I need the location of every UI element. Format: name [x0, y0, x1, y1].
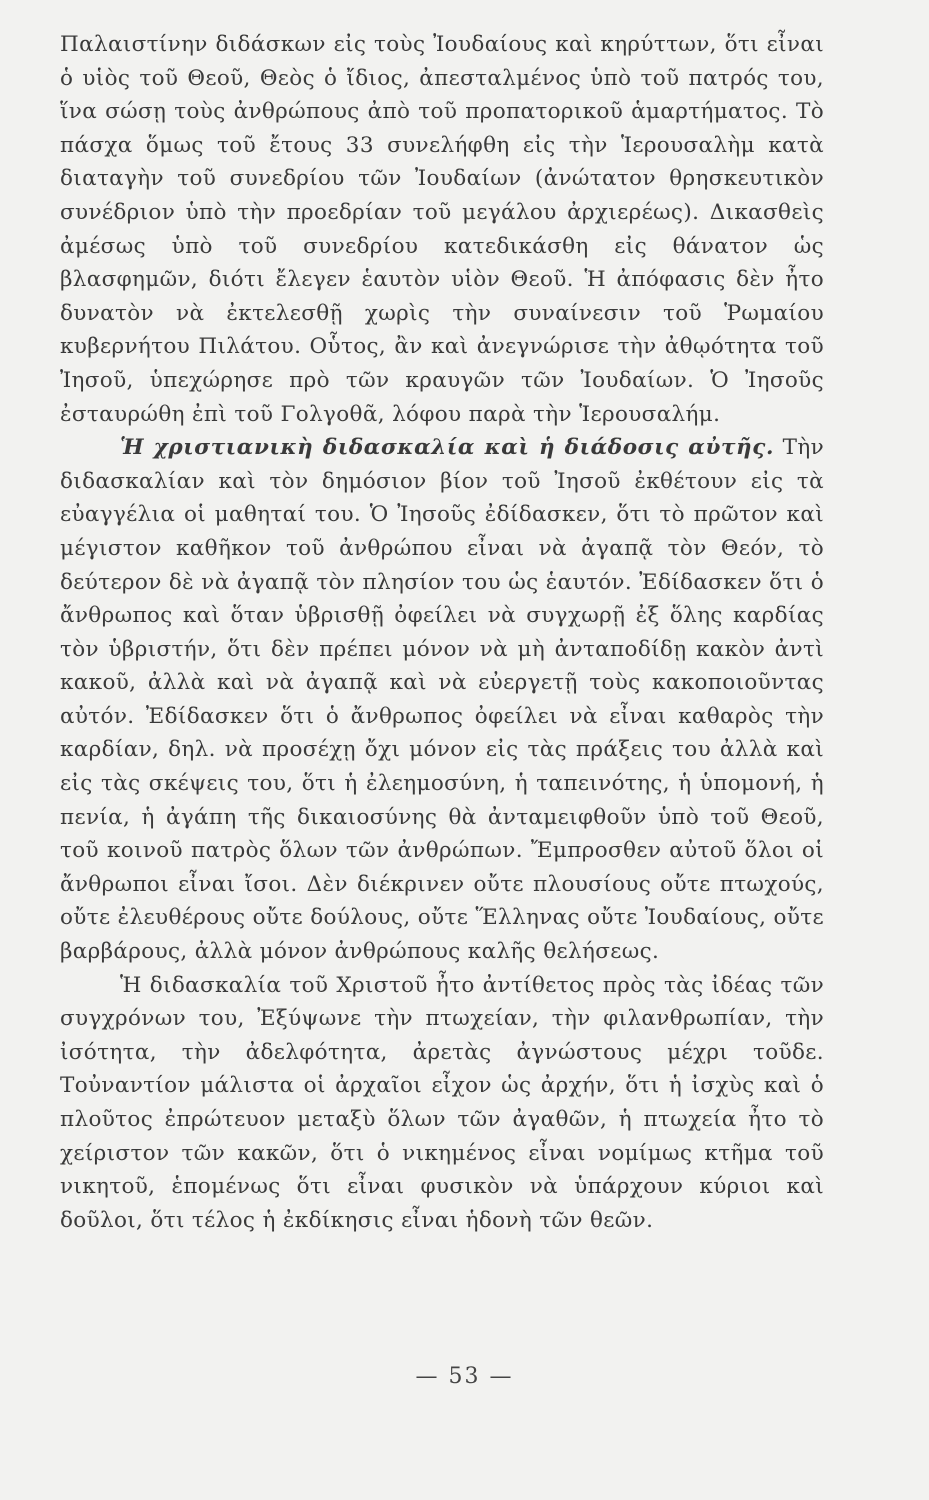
paragraph-2	[60, 431, 824, 969]
paragraph-2-text: Τὴν διδασκαλίαν καὶ τὸν δημόσιον βίον τοῦ Ἰησοῦ ἐκθέτουν εἰς τὰ εὐαγγέλια οἱ μαθηταί του. Ὁ Ἰησοῦς ἐδίδασκεν, ὅτι τὸ πρῶτον καὶ μέγιστον καθῆκον τοῦ ἀνθρώπου εἶναι νὰ ἀγαπᾷ τὸν Θεόν, τὸ δεύτερον δὲ νὰ ἀγαπᾷ τὸν πλησίον του ὡς ἑαυτόν. Ἐδίδασκεν ὅτι ὁ ἄνθρωπος καὶ ὅταν ὑβρισθῇ ὀφείλει νὰ συγχωρῇ ἐξ ὅλης καρδίας τὸν ὑβριστήν, ὅτι δὲν πρέπει μόνον νὰ μὴ ἀνταποδίδῃ κακὸν ἀντὶ κακοῦ, ἀλλὰ καὶ νὰ ἀγαπᾷ καὶ νὰ εὐεργετῇ τοὺς κακοποιοῦντας αὐτόν. Ἐδίδασκεν ὅτι ὁ ἄνθρωπος ὀφείλει νὰ εἶναι καθαρὸς τὴν καρδίαν, δηλ. νὰ προσέχῃ ὄχι μόνον εἰς τὰς πράξεις του ἀλλὰ καὶ εἰς τὰς σκέψεις του, ὅτι ἡ ἐλεημοσύνη, ἡ ταπεινότης, ἡ ὑπομονή, ἡ πενία, ἡ ἀγάπη τῆς δικαιοσύνης θὰ ἀνταμειφθοῦν ὑπὸ τοῦ Θεοῦ, τοῦ κοινοῦ πατρὸς ὅλων τῶν ἀνθρώπων. Ἔμπροσθεν αὐτοῦ ὅλοι οἱ ἄνθρωποι εἶναι ἴσοι. Δὲν διέκρινεν οὔτε πλουσίους οὔτε πτωχούς, οὔτε ἐλευθέρους οὔτε δούλους, οὔτε Ἕλληνας οὔτε Ἰουδαίους, οὔτε βαρβάρους, ἀλλὰ μόνον ἀνθρώπους καλῆς θελήσεως.	[60, 435, 824, 965]
paragraph-1: Παλαιστίνην διδάσκων εἰς τοὺς Ἰουδαίους καὶ κηρύττων, ὅτι εἶναι ὁ υἱὸς τοῦ Θεοῦ, Θεὸς ὁ ἴδιος, ἀπεσταλμένος ὑπὸ τοῦ πατρός του, ἵνα σώσῃ τοὺς ἀνθρώπους ἀπὸ τοῦ προπατορικοῦ ἁμαρτήματος. Τὸ πάσχα ὅμως τοῦ ἔτους 33 συνελήφθη εἰς τὴν Ἱερουσαλὴμ κατὰ διαταγὴν τοῦ συνεδρίου τῶν Ἰουδαίων (ἀνώτατον θρησκευτικὸν συνέδριον ὑπὸ τὴν προεδρίαν τοῦ μεγάλου ἀρχιερέως). Δικασθεὶς ἀμέσως ὑπὸ τοῦ συνεδρίου κατεδικάσθη εἰς θάνατον ὡς βλασφημῶν, διότι ἔλεγεν ἑαυτὸν υἱὸν Θεοῦ. Ἡ ἀπόφασις δὲν ἦτο δυνατὸν νὰ ἐκτελεσθῇ χωρὶς τὴν συναίνεσιν τοῦ Ῥωμαίου κυβερνήτου Πιλάτου. Οὗτος, ἂν καὶ ἀνεγνώρισε τὴν ἀθῳότητα τοῦ Ἰησοῦ, ὑπεχώρησε πρὸ τῶν κραυγῶν τῶν Ἰουδαίων. Ὁ Ἰησοῦς ἐσταυρώθη ἐπὶ τοῦ Γολγοθᾶ, λόφου παρὰ τὴν Ἱερουσαλήμ.	[60, 32, 824, 427]
section-heading: Ἡ χριστιανικὴ διδασκαλία καὶ ἡ διάδοσις αὐτῆς.	[120, 435, 775, 461]
page-number: — 53 —	[415, 1364, 514, 1389]
page-body	[60, 28, 824, 1237]
paragraph-3: Ἡ διδασκαλία τοῦ Χριστοῦ ἦτο ἀντίθετος πρὸς τὰς ἰδέας τῶν συγχρόνων του, Ἐξύψωνε τὴν πτωχείαν, τὴν φιλανθρωπίαν, τὴν ἰσότητα, τὴν ἀδελφότητα, ἀρετὰς ἀγνώστους μέχρι τοῦδε. Τοὐναντίον μάλιστα οἱ ἀρχαῖοι εἶχον ὡς ἀρχήν, ὅτι ἡ ἰσχὺς καὶ ὁ πλοῦτος ἐπρώτευον μεταξὺ ὅλων τῶν ἀγαθῶν, ἡ πτωχεία ἦτο τὸ χείριστον τῶν κακῶν, ὅτι ὁ νικημένος εἶναι νομίμως κτῆμα τοῦ νικητοῦ, ἑπομένως ὅτι εἶναι φυσικὸν νὰ ὑπάρχουν κύριοι καὶ δοῦλοι, ὅτι τέλος ἡ ἐκδίκησις εἶναι ἡδονὴ τῶν θεῶν.	[60, 972, 824, 1233]
